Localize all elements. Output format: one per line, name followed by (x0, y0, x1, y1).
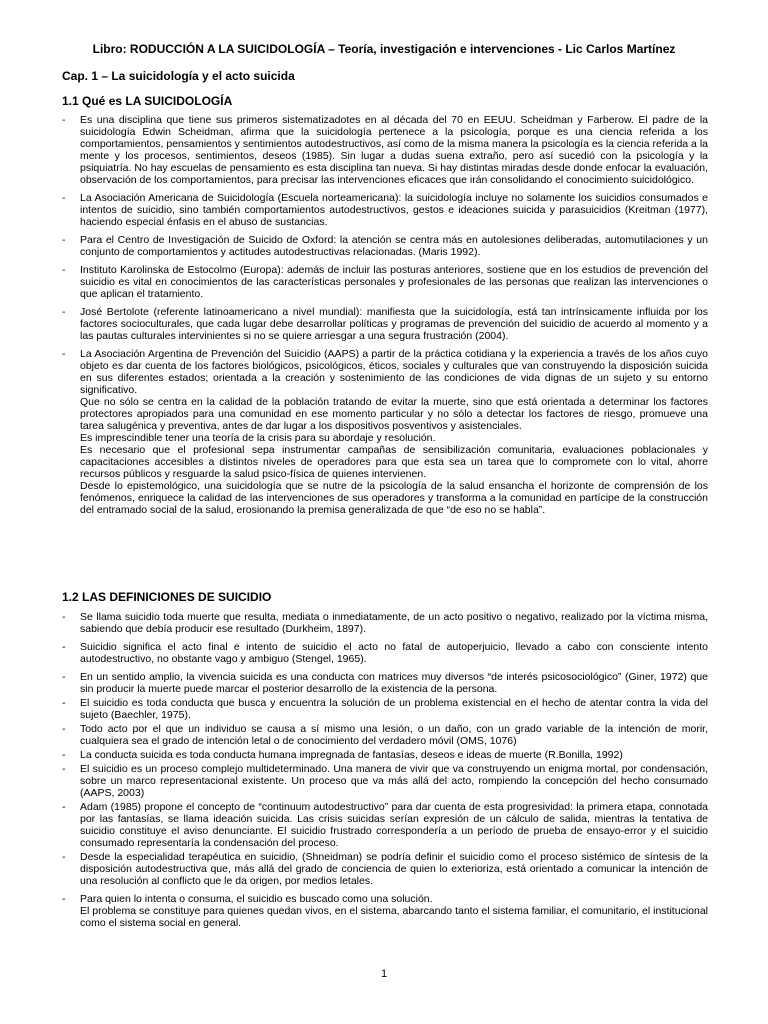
list-item (62, 671, 708, 695)
paragraph: - En un sentido amplio, la vivencia suicida es una conducta con matrices muy diversos “de interés psicosociológico” (Giner, 1972) que sin producir la muerte puede marcar el posterior desarrollo de la existencia de la persona. (80, 671, 708, 695)
paragraph: - Adam (1985) propone el concepto de “continuum autodestructivo” para dar cuenta de esta progresividad: la primera etapa, connotada por las fantasías, se llama ideación suicida. Las crisis suicidas serían expresión de un cálculo de salida, mientras la tentativa de suicidio constituye el aviso denunciante. El suicidio frustrado correspondería a un período de prueba de ensayo-error y el suicidio consumado representaría la condensación del proceso. (80, 801, 708, 849)
list-item-aaps (62, 348, 708, 516)
paragraph: - Desde la especialidad terapéutica en suicidio, (Shneidman) se podría definir el suicidio como el proceso sistémico de síntesis de la disposición autodestructiva que, más allá del grado de conciencia de quien lo exterioriza, está orientado a comunicar la intención de una resolución al conflicto que le da origen, por medios letales. (80, 851, 708, 887)
paragraph: - Instituto Karolinska de Estocolmo (Europa): además de incluir las posturas anteriores, sostiene que en los estudios de prevención del suicidio es vital en conocimientos de las características personales y profesionales de las personas que realizan las intervenciones o que aplican el tratamiento. (80, 264, 708, 300)
paragraph: - Para el Centro de Investigación de Suicido de Oxford: la atención se centra más en autolesiones deliberadas, automutilaciones y un conjunto de comportamientos y actitudes autodestructivas relacionadas. (Maris 1992). (80, 234, 708, 258)
list-item-final (62, 893, 708, 929)
paragraph: - La Asociación Americana de Suicidología (Escuela norteamericana): la suicidología incluye no solamente los suicidios consumados e intentos de suicidio, sino también comportamientos autodestructivos, gestos e ideaciones suicida y parasuicidios (Kreitman (1977), haciendo especial énfasis en el abuso de sustancias. (80, 192, 708, 228)
list-item (62, 114, 708, 186)
section-heading-1-2: 1.2 LAS DEFINICIONES DE SUICIDIO (62, 590, 272, 604)
list-item (62, 641, 708, 665)
list-item (62, 763, 708, 799)
list-item (62, 723, 708, 747)
paragraph: Que no sólo se centra en la calidad de la población tratando de evitar la muerte, sino que está orientada a determinar los factores protectores apropiados para una comunidad en ese momento particular y no sólo a detectar los factores de riesgo, promueve una tarea salugénica y preventiva, antes de dar lugar a los dispositivos posventivos y asistenciales. (80, 396, 708, 432)
list-item (62, 611, 708, 635)
paragraph: - Suicidio significa el acto final e intento de suicidio el acto no fatal de autoperjuicio, llevado a cabo con consciente intento autodestructivo, no obstante vago y ambiguo (Stengel, 1965). (80, 641, 708, 665)
paragraph: - La Asociación Argentina de Prevención del Suicidio (AAPS) a partir de la práctica cotidiana y la experiencia a través de los años cuyo objeto es dar cuenta de los factores biológicos, psicológicos, éticos, sociales y culturales que van construyendo la disposición suicida en sus diferentes estados; orientada a la creación y sostenimiento de las condiciones de vida dignas de un sujeto y su entorno significativo. (80, 348, 708, 396)
paragraph: - El suicidio es un proceso complejo multideterminado. Una manera de vivir que va construyendo un enigma mortal, por condensación, sobre un marco representacional existente. Un proceso que va más allá del acto, rompiendo la concepción del hecho consumado (AAPS, 2003) (80, 763, 708, 799)
paragraph: El problema se constituye para quienes quedan vivos, en el sistema, abarcando tanto el sistema familiar, el comunitario, el institucional como el sistema social en general. (80, 905, 708, 929)
list-item (62, 264, 708, 300)
paragraph: - Se llama suicidio toda muerte que resulta, mediata o inmediatamente, de un acto positivo o negativo, realizado por la víctima misma, sabiendo que debía producir ese resultado (Durkheim, 1897). (80, 611, 708, 635)
paragraph: - Para quien lo intenta o consuma, el suicidio es buscado como una solución. (80, 893, 433, 905)
section-heading-1-1: 1.1 Qué es LA SUICIDOLOGÍA (62, 94, 233, 108)
paragraph: - José Bertolote (referente latinoamericano a nivel mundial): manifiesta que la suicidología, está tan intrínsicamente influida por los factores socioculturales, que cada lugar debe desarrollar políticas y programas de prevención del suicidio de acuerdo al momento y a las pautas culturales intervinientes si no se quiere arriesgar a una segura frustración (2004). (80, 306, 708, 342)
list-item (62, 306, 708, 342)
paragraph: - Es una disciplina que tiene sus primeros sistematizadotes en al década del 70 en EEUU. Scheidman y Farberow. El padre de la suicidología Edwin Scheidman, afirma que la suicidología pertenece a la psicología, porque es una ciencia referida a los comportamientos, pensamientos y sentimientos autodestructivos, así como de la misma manera la psicología es la ciencia referida a la mente y los procesos, sentimientos, deseos (1985). Sin lugar a dudas suena extraño, pero así sucedió con la psicología y la psiquiatría. No hay escuelas de pensamiento es esta disciplina tan nueva. Si hay distintas miradas desde donde enfocar la evaluación, observación de los comportamientos, para precisar las intervenciones eficaces que irán consolidando el conocimiento suicidológico. (80, 114, 708, 186)
section-1-2-list (62, 611, 708, 929)
paragraph: Es necesario que el profesional sepa instrumentar campañas de sensibilización comunitaria, evaluaciones poblacionales y capacitaciones accesibles a distintos niveles de operadores para que esta sea un tarea que lo compromete con lo vital, ahorre recursos públicos y resguarde la salud psico-física de quienes intervienen. (80, 444, 708, 480)
list-item (62, 192, 708, 228)
list-item (62, 234, 708, 258)
paragraph: Es imprescindible tener una teoría de la crisis para su abordaje y resolución. (80, 432, 436, 444)
chapter-title: Cap. 1 – La suicidología y el acto suicida (62, 69, 295, 83)
list-item (62, 749, 708, 761)
document-title: Libro: RODUCCIÓN A LA SUICIDOLOGÍA – Teoría, investigación e intervenciones - Lic Carlos Martínez (92, 42, 676, 56)
paragraph: - La conducta suicida es toda conducta humana impregnada de fantasías, deseos e ideas de muerte (R.Bonilla, 1992) (80, 749, 623, 761)
page-number: 1 (380, 968, 388, 980)
list-item (62, 851, 708, 887)
section-1-1-list (62, 114, 708, 516)
list-item (62, 697, 708, 721)
paragraph: - Todo acto por el que un individuo se causa a sí mismo una lesión, o un daño, con un grado variable de la intención de morir, cualquiera sea el grado de intención letal o de conocimiento del verdadero móvil (OMS, 1076) (80, 723, 708, 747)
paragraph: Desde lo epistemológico, una suicidología que se nutre de la psicología de la salud ensancha el horizonte de comprensión de los fenómenos, enriquece la calidad de las intervenciones de sus operadores y transforma a la comunidad en partícipe de la construcción del entramado social de la salud, erosionando la premisa generalizada de que “de eso no se habla”. (80, 480, 708, 516)
paragraph: - El suicidio es toda conducta que busca y encuentra la solución de un problema existencial en el hecho de atentar contra la vida del sujeto (Baechler, 1975). (80, 697, 708, 721)
list-item (62, 801, 708, 849)
